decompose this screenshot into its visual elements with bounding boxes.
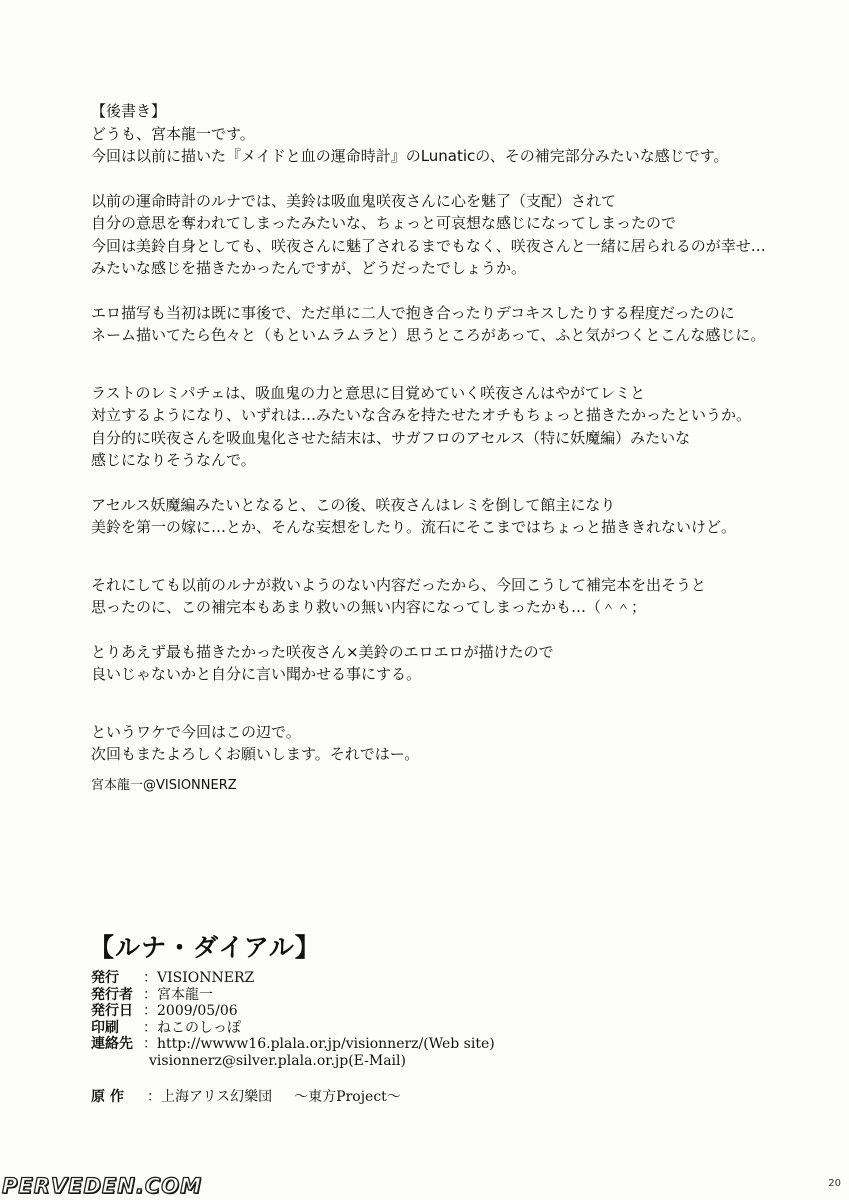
afterword-line: とりあえず最も描きたかった咲夜さん×美鈴のエロエロが描けたので: [91, 642, 554, 661]
colophon-value: ：VISIONNERZ: [143, 970, 255, 986]
afterword-line: ラストのレミパチェは、吸血鬼の力と意思に目覚めていく咲夜さんはやがてレミと: [91, 383, 646, 402]
afterword-line: 自分の意思を奪われてしまったみたいな、ちょっと可哀想な感じになってしまったので: [91, 214, 677, 232]
afterword-paragraph-2: [91, 190, 811, 280]
colophon-row-contact: [91, 1036, 495, 1053]
colophon-row-date: [91, 1003, 495, 1020]
afterword-line: 美鈴を第一の嫁に…とか、そんな妄想をしたり。流石にそこまではちょっと描ききれないけど。: [91, 518, 737, 536]
afterword-line: 今回は以前に描いた『メイドと血の運命時計』のLunaticの、その補完部分みたいな感じです。: [91, 147, 729, 165]
original-circle: ：上海アリス幻樂団: [147, 1089, 273, 1105]
colophon-label: 印刷: [91, 1019, 119, 1036]
colophon-label: [91, 1053, 149, 1070]
afterword-line: 次回もまたよろしくお願いします。それではー。: [91, 745, 420, 763]
colophon-email: visionnerz@silver.plala.or.jp(E-Mail): [149, 1052, 406, 1069]
author-signature: 宮本龍一@VISIONNERZ: [91, 778, 237, 793]
colophon-label: 発行者: [91, 986, 133, 1003]
afterword-line: みたいな感じを描きたかったんですが、どうだったでしょうか。: [91, 259, 527, 277]
colophon-row-issuer: [91, 987, 495, 1004]
colophon-row-publisher: [91, 970, 495, 987]
colophon-row-printer: [91, 1020, 495, 1037]
colophon-label: 原作: [91, 1089, 129, 1105]
afterword-line: 対立するようになり、いずれは…みたいな含みを持たせたオチもちょっと描きたかったというか。: [91, 406, 752, 424]
colophon-row-original: [91, 1086, 401, 1106]
afterword-paragraph-3: [91, 302, 811, 347]
page-number: 20: [828, 1178, 841, 1189]
afterword-line: エロ描写も当初は既に事後で、ただ単に二人で抱き合ったりデコキスしたりする程度だったのに: [91, 303, 735, 322]
afterword-line: 今回は美鈴自身としても、咲夜さんに魅了されるまでもなく、咲夜さんと一緒に居られるのが幸せ…: [91, 236, 766, 255]
colophon-value: ：宮本龍一: [143, 986, 213, 1003]
afterword-line: 以前の運命時計のルナでは、美鈴は吸血鬼咲夜さんに心を魅了（支配）されて: [91, 191, 617, 210]
afterword-line: どうも、宮本龍一です。: [91, 124, 255, 143]
colophon-row-email: [91, 1053, 495, 1070]
colophon-label: 発行: [91, 970, 119, 986]
afterword-paragraph-7: [91, 641, 811, 686]
colophon-website: ：http://wwww16.plala.or.jp/visionnerz/(Web site): [143, 1036, 495, 1052]
afterword-line: というワケで今回はこの辺で。: [91, 722, 301, 741]
afterword: [91, 100, 811, 788]
afterword-line: ネーム描いてたら色々と（もといムラムラと）思うところがあって、ふと気がつくとこんな感じに。: [91, 326, 766, 344]
afterword-paragraph-1: [91, 100, 811, 168]
afterword-line: 自分的に咲夜さんを吸血鬼化させた結末は、サガフロのアセルス（特に妖魔編）みたいな: [91, 428, 691, 447]
colophon-value: ：ねこのしっぽ: [143, 1019, 241, 1036]
afterword-heading: 【後書き】: [91, 102, 167, 120]
original-project: ～東方Project～: [294, 1089, 401, 1105]
afterword-line: 思ったのに、この補完本もあまり救いの無い内容になってしまったかも…（＾＾；: [91, 598, 647, 616]
colophon-label: 発行日: [91, 1003, 133, 1019]
afterword-line: アセルス妖魔編みたいとなると、この後、咲夜さんはレミを倒して館主になり: [91, 495, 616, 514]
afterword-paragraph-8: [91, 721, 811, 766]
colophon: [91, 970, 495, 1069]
afterword-paragraph-5: [91, 494, 811, 539]
afterword-line: 良いじゃないかと自分に言い聞かせる事にする。: [91, 665, 422, 683]
afterword-line: それにしても以前のルナが救いようのない内容だったから、今回こうして補完本を出そうと: [91, 575, 707, 594]
book-title: 【ルナ・ダイアル】: [89, 933, 321, 962]
afterword-paragraph-6: [91, 574, 811, 619]
colophon-label: 連絡先: [91, 1036, 133, 1052]
colophon-value: ：2009/05/06: [143, 1003, 238, 1019]
watermark-logo: PERVEDEN.COM: [2, 1174, 202, 1198]
afterword-paragraph-4: [91, 382, 811, 472]
afterword-line: 感じになりそうなんで。: [91, 451, 256, 469]
